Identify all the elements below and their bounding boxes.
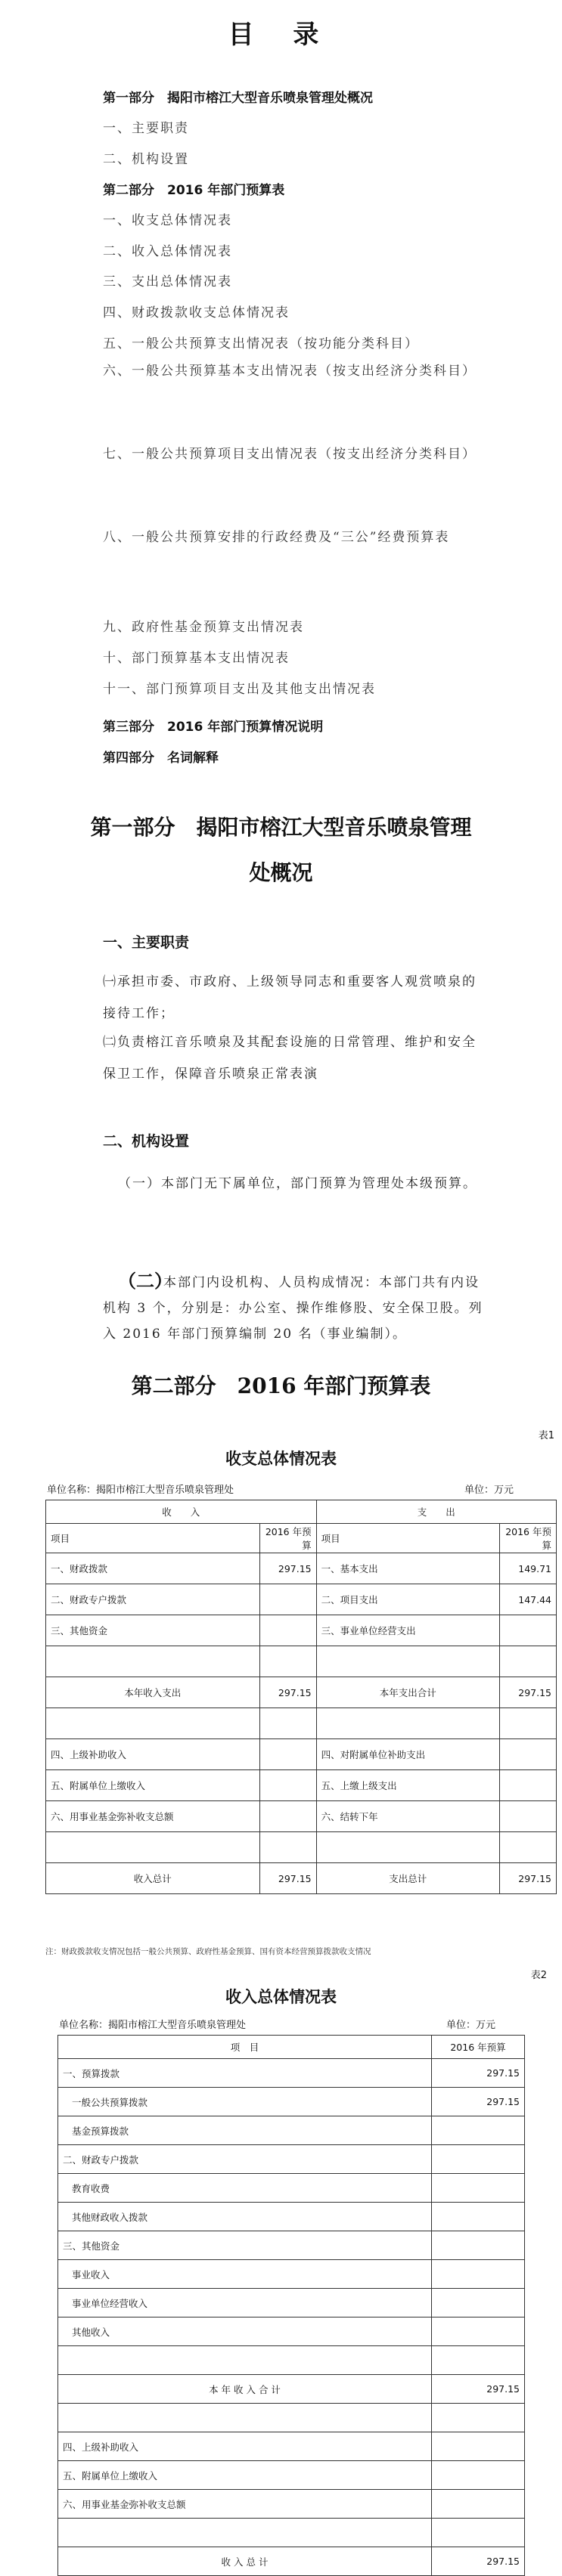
budget-cell: [432, 2404, 525, 2432]
toc-part1[interactable]: 第一部分 揭阳市榕江大型音乐喷泉管理处概况: [103, 91, 373, 106]
budget-cell: [432, 2519, 525, 2547]
budget-cell: [259, 1739, 316, 1770]
table-row: [58, 2203, 525, 2231]
table-tag: 表1: [538, 1430, 554, 1441]
org-paragraph: 本部门内设机构、人员构成情况：本部门共有内设机构 3 个，分别是：办公室、操作维修股、安全保卫股。列入 2016 年部门预算编制 20 名（事业编制）。: [103, 1275, 483, 1342]
item-cell: 三、事业单位经营支出: [316, 1615, 499, 1646]
budget-cell: [259, 1584, 316, 1615]
budget-cell: 297.15: [432, 2088, 525, 2116]
item-cell: 本年支出合计: [316, 1677, 499, 1708]
table-note: 注：财政拨款收支情况包括一般公共预算、政府性基金预算、国有资本经营预算拨款收支情况: [45, 1947, 371, 1956]
table-row: [58, 2346, 525, 2375]
toc-item[interactable]: 一、主要职责: [103, 121, 189, 136]
table-row: [58, 2088, 525, 2116]
table-row: [46, 1863, 557, 1894]
budget-cell: [500, 1646, 557, 1677]
item-cell: 其他财政收入拨款: [58, 2203, 432, 2231]
table-row: [58, 2404, 525, 2432]
item-cell: 一、财政拨款: [46, 1553, 260, 1584]
item-cell: 支出总计: [316, 1863, 499, 1894]
toc-part3[interactable]: 第三部分 2016 年部门预算情况说明: [103, 720, 324, 735]
budget-cell: [500, 1832, 557, 1863]
toc-item[interactable]: 五、一般公共预算支出情况表（按功能分类科目）: [103, 336, 419, 351]
toc-item[interactable]: 十、部门预算基本支出情况表: [103, 651, 290, 666]
table-title: 收入总体情况表: [225, 1987, 337, 2006]
budget-cell: [259, 1646, 316, 1677]
table-row: [58, 2461, 525, 2490]
table-tag: 表2: [530, 1970, 547, 1981]
income-table: [57, 2035, 525, 2576]
table-row: [58, 2116, 525, 2145]
table-row: [58, 2317, 525, 2346]
duties-heading: 一、主要职责: [103, 934, 190, 951]
table-row: [58, 2490, 525, 2519]
duty-paragraph: ㈡负责榕江音乐喷泉及其配套设施的日常管理、维护和安全保卫工作，保障音乐喷泉正常表演: [103, 1035, 477, 1082]
table-row: [58, 2432, 525, 2461]
budget-cell: [500, 1615, 557, 1646]
budget-cell: [500, 1708, 557, 1739]
budget-cell: [500, 1770, 557, 1801]
toc-item[interactable]: 四、财政拨款收支总体情况表: [103, 305, 290, 320]
toc-item[interactable]: 二、收入总体情况表: [103, 244, 232, 259]
item-cell: 二、财政专户拨款: [58, 2145, 432, 2174]
toc-part2[interactable]: 第二部分 2016 年部门预算表: [103, 183, 285, 198]
budget-cell: [432, 2289, 525, 2317]
toc-item[interactable]: 八、一般公共预算安排的行政经费及“三公”经费预算表: [103, 530, 450, 545]
toc-part4[interactable]: 第四部分 名词解释: [103, 751, 219, 766]
item-cell: 三、其他资金: [46, 1615, 260, 1646]
unit-label: 单位：万元: [464, 1485, 514, 1496]
budget-cell: [432, 2346, 525, 2375]
budget-cell: [432, 2116, 525, 2145]
table-row: [46, 1770, 557, 1801]
org-para2-lead: （二）: [118, 1270, 172, 1292]
item-cell: 二、财政专户拨款: [46, 1584, 260, 1615]
budget-cell: 297.15: [500, 1677, 557, 1708]
col-header: 项目: [316, 1524, 499, 1553]
toc-item[interactable]: 七、一般公共预算项目支出情况表（按支出经济分类科目）: [103, 447, 477, 462]
table-row: [58, 2174, 525, 2203]
item-cell: 收 入 总 计: [58, 2547, 432, 2576]
toc-item[interactable]: 二、机构设置: [103, 152, 189, 167]
col-header: 项目: [46, 1524, 260, 1553]
budget-cell: 297.15: [432, 2059, 525, 2088]
budget-cell: 297.15: [259, 1677, 316, 1708]
item-cell: 四、对附属单位补助支出: [316, 1739, 499, 1770]
item-cell: 一、预算拨款: [58, 2059, 432, 2088]
table-row: [46, 1739, 557, 1770]
toc-item[interactable]: 一、收支总体情况表: [103, 213, 232, 228]
budget-cell: [432, 2260, 525, 2289]
duty-paragraph: ㈠承担市委、市政府、上级领导同志和重要客人观赏喷泉的接待工作；: [103, 974, 477, 1021]
part2-heading: 第二部分 2016 年部门预算表: [131, 1373, 431, 1398]
org-heading: 二、机构设置: [103, 1133, 190, 1150]
table-title: 收支总体情况表: [225, 1449, 337, 1468]
item-cell: 六、用事业基金弥补收支总额: [58, 2490, 432, 2519]
table-row: [46, 1553, 557, 1584]
unit-label: 单位：万元: [446, 2020, 496, 2031]
item-cell: 教育收费: [58, 2174, 432, 2203]
table-row: [46, 1708, 557, 1739]
table-row: [46, 1584, 557, 1615]
item-cell: 二、项目支出: [316, 1584, 499, 1615]
table-row: [58, 2059, 525, 2088]
toc-title: 目 录: [228, 20, 334, 50]
item-cell: [316, 1832, 499, 1863]
budget-cell: 297.15: [259, 1553, 316, 1584]
budget-cell: [432, 2145, 525, 2174]
table-row: [58, 2145, 525, 2174]
org-paragraph: （一）本部门无下属单位，部门预算为管理处本级预算。: [118, 1176, 477, 1191]
toc-item[interactable]: 十一、部门预算项目支出及其他支出情况表: [103, 682, 376, 697]
item-cell: 本年收入支出: [46, 1677, 260, 1708]
item-cell: [46, 1832, 260, 1863]
item-cell: 五、上缴上级支出: [316, 1770, 499, 1801]
budget-cell: [432, 2432, 525, 2461]
budget-cell: [432, 2203, 525, 2231]
table-row: [46, 1801, 557, 1832]
item-cell: [316, 1646, 499, 1677]
item-cell: 本 年 收 入 合 计: [58, 2375, 432, 2404]
table-row: [46, 1677, 557, 1708]
table-row: [58, 2289, 525, 2317]
unit-name: 单位名称：揭阳市榕江大型音乐喷泉管理处: [47, 1485, 234, 1496]
item-cell: 五、附属单位上缴收入: [46, 1770, 260, 1801]
item-cell: 四、上级补助收入: [58, 2432, 432, 2461]
item-cell: 一、基本支出: [316, 1553, 499, 1584]
budget-cell: 297.15: [432, 2547, 525, 2576]
item-cell: [316, 1708, 499, 1739]
item-cell: 其他收入: [58, 2317, 432, 2346]
item-cell: 三、其他资金: [58, 2231, 432, 2260]
budget-cell: [432, 2490, 525, 2519]
budget-cell: 297.15: [432, 2375, 525, 2404]
item-cell: 四、上级补助收入: [46, 1739, 260, 1770]
item-cell: 基金预算拨款: [58, 2116, 432, 2145]
budget-cell: [432, 2231, 525, 2260]
table-row: [58, 2231, 525, 2260]
col-header: 项 目: [58, 2036, 432, 2059]
budget-cell: [500, 1739, 557, 1770]
part1-heading-cont: 处概况: [249, 860, 313, 885]
item-cell: 事业单位经营收入: [58, 2289, 432, 2317]
income-header: 收 入: [46, 1500, 317, 1524]
item-cell: [46, 1708, 260, 1739]
toc-item[interactable]: 九、政府性基金预算支出情况表: [103, 620, 304, 635]
item-cell: [58, 2519, 432, 2547]
budget-cell: 149.71: [500, 1553, 557, 1584]
budget-cell: [259, 1615, 316, 1646]
col-header: 2016 年预算: [432, 2036, 525, 2059]
table-row: [46, 1832, 557, 1863]
col-header: 2016 年预算: [259, 1524, 316, 1553]
item-cell: 六、用事业基金弥补收支总额: [46, 1801, 260, 1832]
budget-cell: 297.15: [259, 1863, 316, 1894]
item-cell: [58, 2346, 432, 2375]
budget-cell: [259, 1770, 316, 1801]
item-cell: 六、结转下年: [316, 1801, 499, 1832]
toc-item[interactable]: 三、支出总体情况表: [103, 274, 232, 289]
budget-cell: [259, 1708, 316, 1739]
table-row: [46, 1646, 557, 1677]
budget-cell: 297.15: [500, 1863, 557, 1894]
income-expense-table: [45, 1500, 557, 1894]
item-cell: 五、附属单位上缴收入: [58, 2461, 432, 2490]
item-cell: 一般公共预算拨款: [58, 2088, 432, 2116]
expense-header: 支 出: [316, 1500, 556, 1524]
budget-cell: 147.44: [500, 1584, 557, 1615]
part1-heading: 第一部分 揭阳市榕江大型音乐喷泉管理: [90, 815, 472, 840]
unit-name: 单位名称：揭阳市榕江大型音乐喷泉管理处: [59, 2020, 247, 2031]
col-header: 2016 年预算: [500, 1524, 557, 1553]
table-row: [58, 2375, 525, 2404]
item-cell: [58, 2404, 432, 2432]
table-row: [58, 2260, 525, 2289]
item-cell: 事业收入: [58, 2260, 432, 2289]
budget-cell: [259, 1801, 316, 1832]
budget-cell: [432, 2461, 525, 2490]
table-row: [58, 2547, 525, 2576]
budget-cell: [432, 2174, 525, 2203]
table-row: [58, 2519, 525, 2547]
table-row: [46, 1615, 557, 1646]
budget-cell: [259, 1832, 316, 1863]
toc-item[interactable]: 六、一般公共预算基本支出情况表（按支出经济分类科目）: [103, 364, 477, 379]
budget-cell: [432, 2317, 525, 2346]
budget-cell: [500, 1801, 557, 1832]
item-cell: [46, 1646, 260, 1677]
item-cell: 收入总计: [46, 1863, 260, 1894]
